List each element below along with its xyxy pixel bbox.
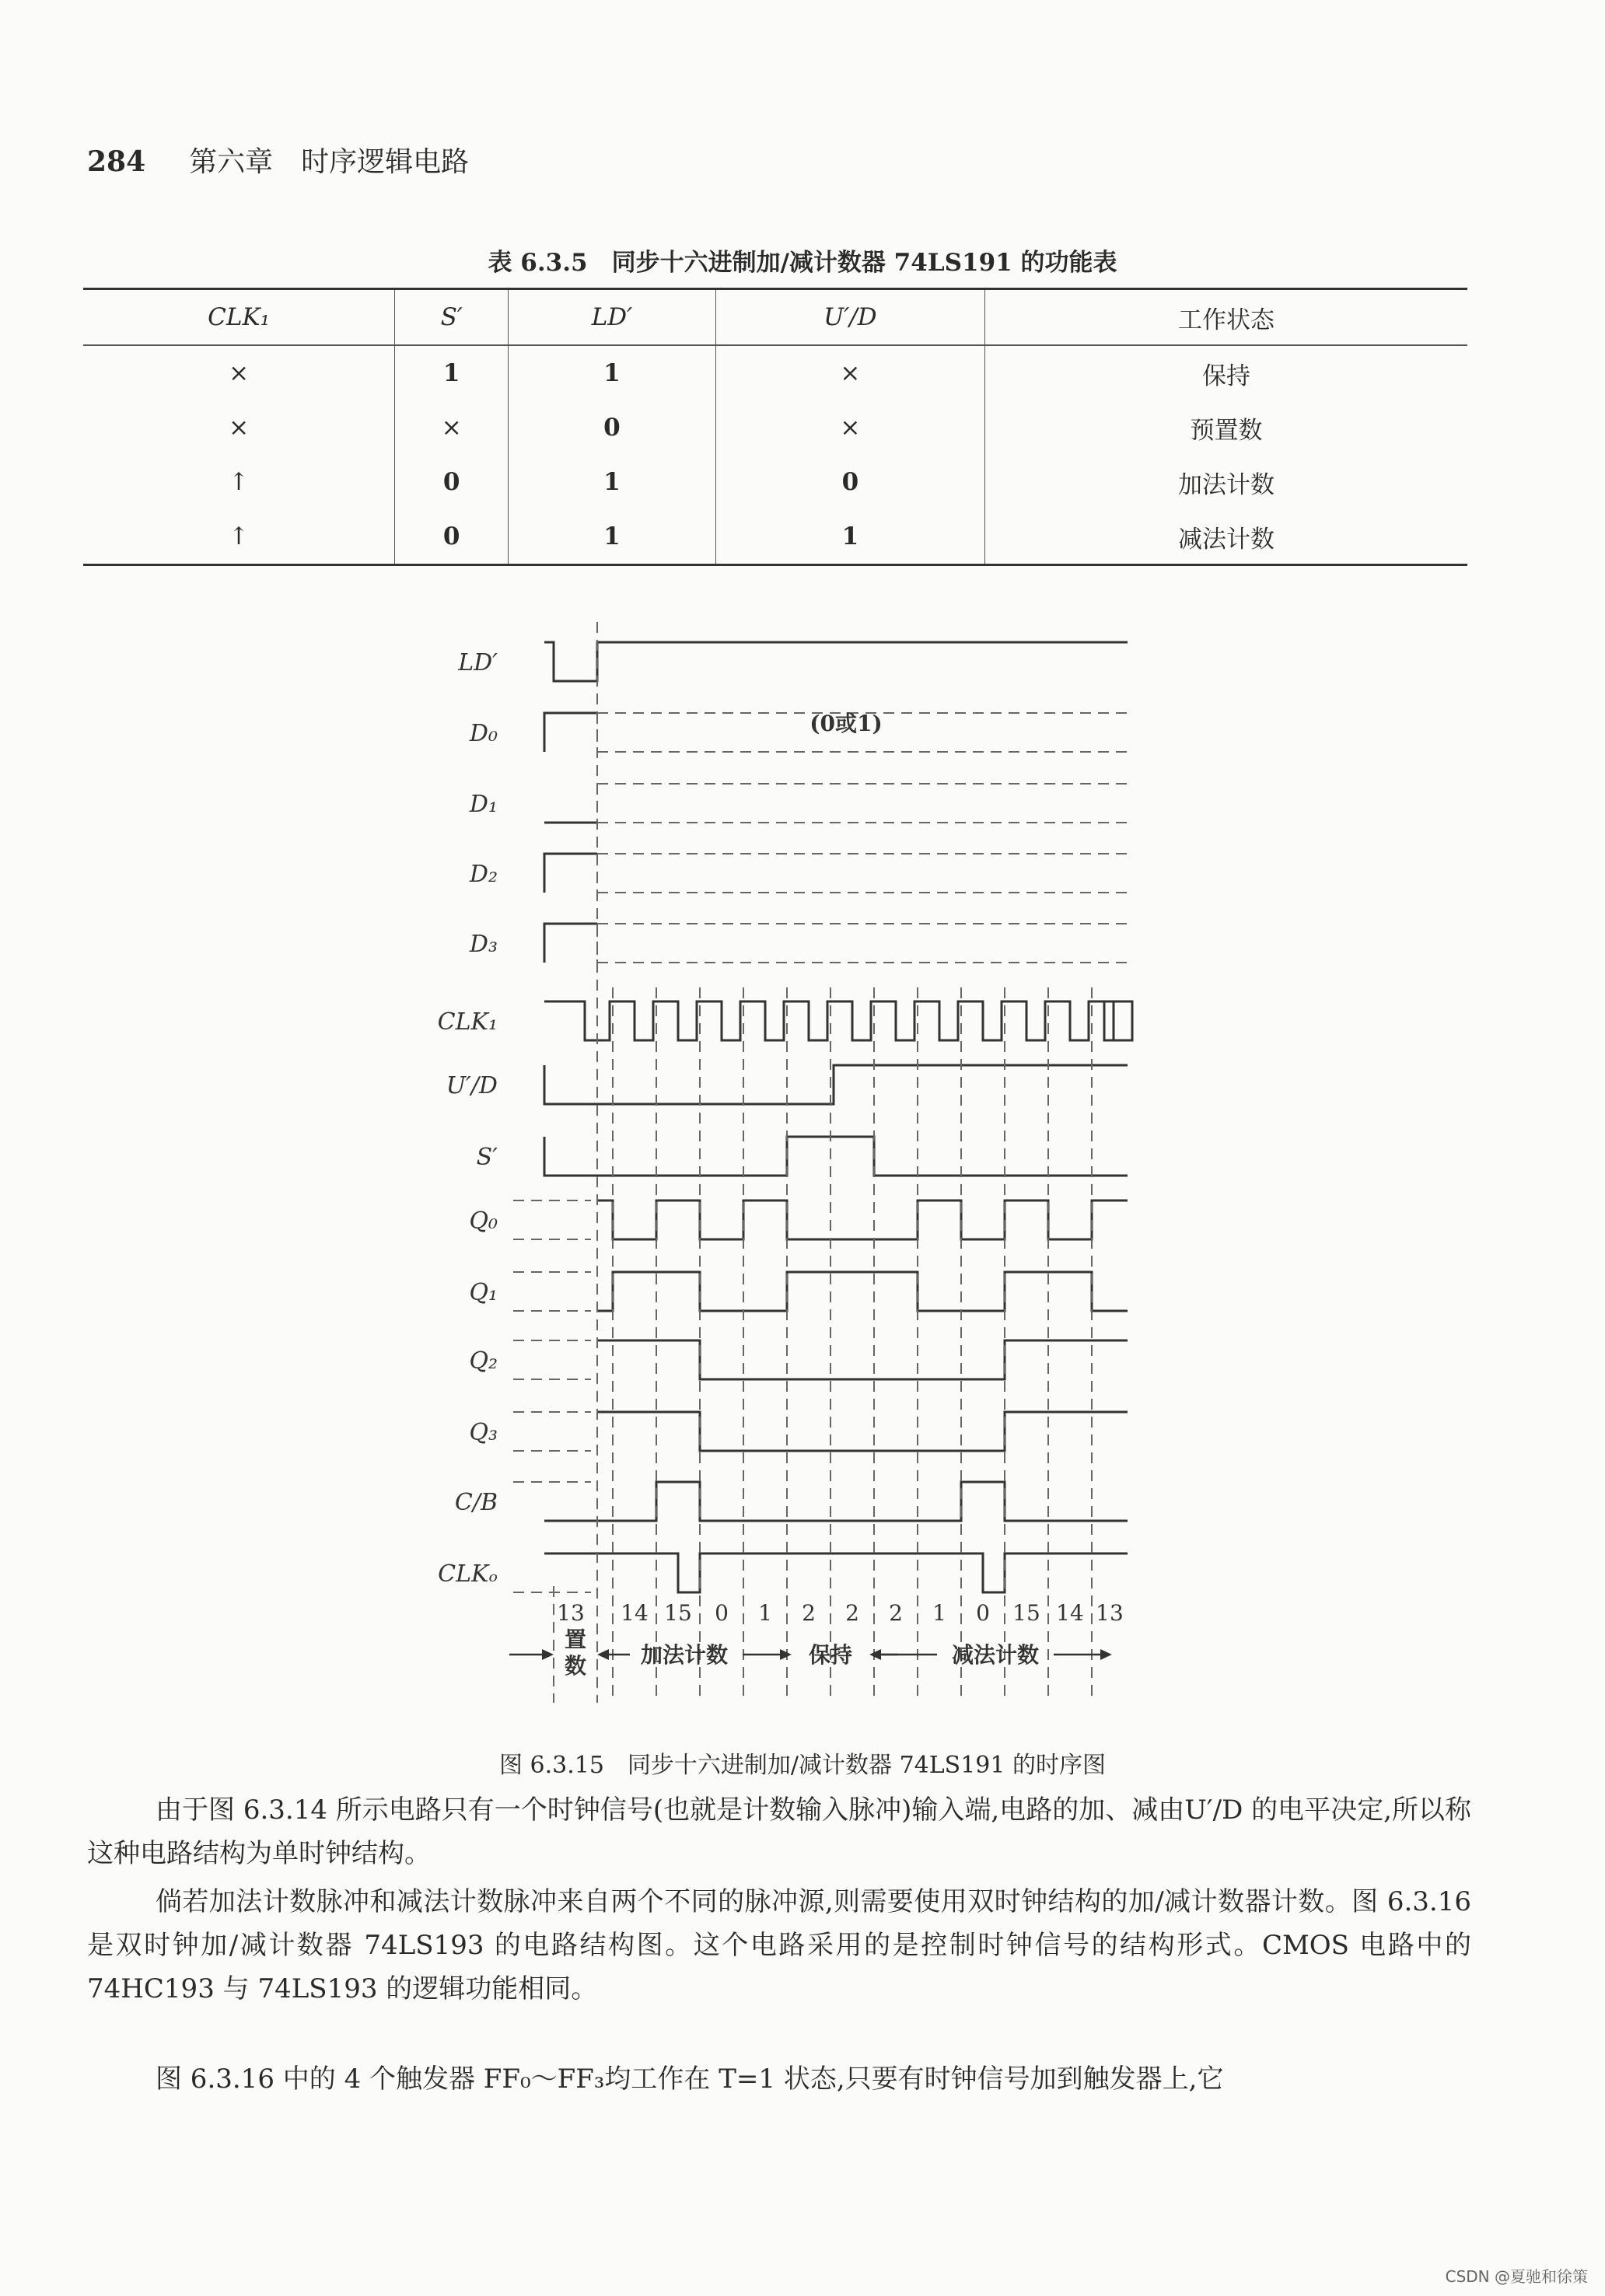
table-cell: 0	[395, 455, 509, 509]
table-cell: 减法计数	[984, 509, 1467, 565]
phase-up-label: 加法计数	[640, 1642, 729, 1668]
table-cell: 1	[715, 509, 984, 565]
signal-label: D₁	[469, 791, 498, 818]
signal-label: Q₁	[469, 1279, 498, 1306]
table-cell: 1	[395, 345, 509, 400]
col-header-ld: LD′	[509, 289, 716, 346]
col-header-clk: CLK₁	[83, 289, 395, 346]
watermark: CSDN @夏驰和徐策	[1445, 2267, 1588, 2286]
table-cell: ×	[229, 359, 250, 387]
table-cell: 加法计数	[984, 455, 1467, 509]
wave-clko	[544, 1553, 1128, 1592]
state-value: 14	[621, 1600, 649, 1626]
table-cell: ×	[715, 345, 984, 400]
state-value: 1	[758, 1600, 772, 1626]
signal-label: U′/D	[446, 1072, 498, 1099]
signal-label: C/B	[454, 1489, 498, 1516]
signal-labels	[438, 649, 498, 1588]
paragraph-2: 倘若加法计数脉冲和减法计数脉冲来自两个不同的脉冲源,则需要使用双时钟结构的加/减计数器计数。图 6.3.16 是双时钟加/减计数器 74LS193 的电路结构图。这个电路采用的是控制时钟信号的结构形式。CMOS 电路中的 74HC193 与 74LS193 的逻辑功能相同。	[87, 1886, 1471, 2004]
table-cell: ×	[715, 400, 984, 455]
state-value: 1	[932, 1600, 946, 1626]
table-cell: 0	[715, 455, 984, 509]
signal-label: D₀	[469, 720, 498, 747]
paragraph-1: 由于图 6.3.14 所示电路只有一个时钟信号(也就是计数输入脉冲)输入端,电路的加、减由U′/D 的电平决定,所以称这种电路结构为单时钟结构。	[87, 1795, 1471, 1869]
state-value: 2	[802, 1600, 816, 1626]
state-value: 15	[664, 1600, 692, 1626]
state-value: 13	[557, 1600, 585, 1626]
signal-label: Q₂	[469, 1347, 498, 1375]
wave-d2	[544, 854, 597, 893]
paragraph-3: 图 6.3.16 中的 4 个触发器 FF₀～FF₃均工作在 T=1 状态,只要有时钟信号加到触发器上,它	[156, 2064, 1224, 2095]
page-number: 284	[87, 145, 146, 178]
signal-label: CLKₒ	[438, 1560, 498, 1588]
wave-clk1	[544, 1001, 1132, 1040]
table-cell: 1	[509, 509, 716, 565]
signal-label: D₂	[469, 861, 498, 888]
wave-ld	[544, 642, 1128, 681]
signal-label: LD′	[458, 649, 498, 676]
table-caption: 表 6.3.5 同步十六进制加/减计数器 74LS191 的功能表	[488, 249, 1117, 277]
table-cell: 1	[509, 345, 716, 400]
dashed-guides	[513, 622, 1128, 1703]
table-cell: 0	[509, 400, 716, 455]
table-cell: ↑	[229, 468, 250, 496]
table-cell: ×	[395, 400, 509, 455]
wave-d0	[544, 713, 597, 752]
signal-label: D₃	[469, 931, 498, 958]
state-value: 0	[715, 1600, 729, 1626]
state-value: 13	[1096, 1600, 1124, 1626]
wave-s	[544, 1137, 1128, 1176]
col-header-state: 工作状态	[984, 289, 1467, 346]
signal-label: Q₃	[469, 1419, 498, 1446]
state-value: 2	[845, 1600, 859, 1626]
wave-ud	[544, 1065, 1128, 1104]
table-cell: 0	[395, 509, 509, 565]
signal-label: CLK₁	[437, 1008, 498, 1036]
col-header-ud: U′/D	[715, 289, 984, 346]
wave-d3	[544, 924, 597, 963]
phase-down-label: 减法计数	[951, 1642, 1040, 1668]
table-cell: 预置数	[984, 400, 1467, 455]
table-cell: 1	[509, 455, 716, 509]
state-value: 15	[1012, 1600, 1040, 1626]
table-cell: 保持	[984, 345, 1467, 400]
table-cell: ×	[229, 414, 250, 442]
state-value: 0	[976, 1600, 990, 1626]
phase-bar	[509, 1627, 1112, 1679]
chapter-title: 第六章 时序逻辑电路	[189, 146, 470, 178]
wave-cb	[544, 1482, 1128, 1521]
signal-label: S′	[476, 1144, 498, 1171]
figure-caption: 图 6.3.15 同步十六进制加/减计数器 74LS191 的时序图	[498, 1752, 1107, 1779]
d-value-note: (0或1)	[809, 711, 883, 736]
state-value: 14	[1056, 1600, 1084, 1626]
table-cell: ↑	[83, 509, 395, 565]
waveforms	[544, 642, 1132, 1592]
phase-preset-line2: 数	[564, 1653, 587, 1679]
phase-hold-label: 保持	[808, 1642, 853, 1668]
phase-preset-line1: 置	[564, 1627, 587, 1652]
state-sequence	[557, 1600, 1124, 1626]
col-header-s: S′	[395, 289, 509, 346]
state-value: 2	[889, 1600, 903, 1626]
signal-label: Q₀	[469, 1207, 498, 1235]
